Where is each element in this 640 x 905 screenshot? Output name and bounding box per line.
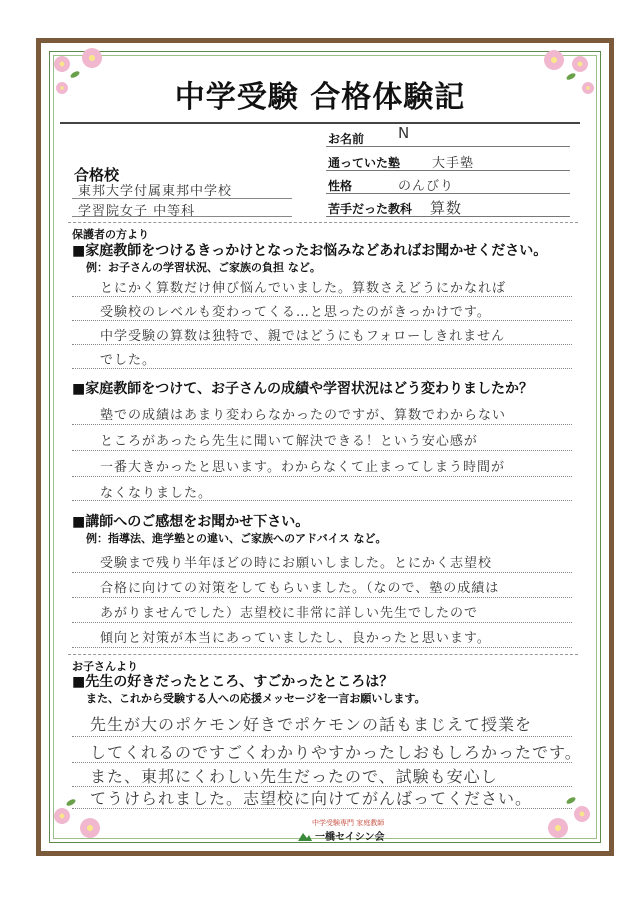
answer-line: 受験校のレベルも変わってくる…と思ったのがきっかけです。: [100, 305, 491, 320]
field-line: [326, 170, 570, 171]
field-line: [326, 193, 570, 194]
ruled-line: [72, 320, 572, 321]
answer-line: 受験まで残り半年ほどの時にお願いしました。とにかく志望校: [100, 556, 493, 571]
flower-icon: [80, 818, 100, 838]
flower-icon: [544, 50, 564, 70]
school-label: 合格校: [74, 166, 120, 184]
ruled-line: [72, 572, 572, 573]
child-intro: お子さんより: [72, 660, 138, 673]
ruled-line: [72, 500, 572, 501]
school-line: [72, 216, 292, 217]
field-line: [326, 216, 570, 217]
question-example: 例：お子さんの学習状況、ご家族の負担 など。: [86, 261, 321, 274]
flower-icon: [574, 806, 590, 822]
answer-line: なくなりました。: [100, 486, 213, 501]
question-heading: ■家庭教師をつけて、お子さんの成績や学習状況はどう変わりましたか？: [72, 381, 533, 397]
answer-line: とにかく算数だけ伸び悩んでいました。算数さえどうにかなれば: [100, 281, 507, 296]
school-name: 学習院女子 中等科: [78, 204, 196, 219]
footer-brand: 一橋セイシン会: [315, 832, 385, 843]
answer-line: 合格に向けての対策をしてもらいました。（なので、塾の成績は: [100, 581, 500, 596]
question-heading: ■家庭教師をつけるきっかけとなったお悩みなどあればお聞かせください。: [72, 243, 548, 259]
answer-line: してくれるのですごくわかりやすかったしおもしろかったです。: [90, 743, 582, 762]
flower-icon: [54, 56, 70, 72]
ruled-line: [72, 647, 572, 648]
field-label-juku: 通っていた塾: [328, 156, 401, 170]
question-example: 例：指導法、進学塾との違い、ご家族へのアドバイス など。: [86, 532, 387, 545]
ruled-line: [72, 622, 572, 623]
ruled-line: [72, 344, 572, 345]
answer-line: また、東邦にくわしい先生だったので、試験も安心し: [90, 767, 498, 786]
answer-line: 中学受験の算数は独特で、親ではどうにもフォローしきれません: [100, 329, 506, 344]
answer-line: でした。: [100, 353, 157, 368]
question-heading: ■先生の好きだったところ、すごかったところは？: [72, 674, 394, 690]
flower-icon: [54, 808, 70, 824]
field-value-weak-subject: 算数: [430, 199, 463, 217]
ruled-line: [72, 296, 572, 297]
answer-line: 塾での成績はあまり変わらなかったのですが、算数でわからない: [100, 408, 507, 423]
ruled-line: [72, 762, 572, 763]
mountain-icon: [298, 831, 312, 841]
field-value-juku: 大手塾: [432, 156, 475, 171]
ruled-line: [72, 808, 572, 809]
answer-line: 先生が大のポケモン好きでポケモンの話もまじえて授業を: [90, 715, 533, 734]
field-label-name: お名前: [328, 132, 365, 146]
footer-logo: [298, 818, 384, 843]
answer-line: 傾向と対策が本当にあっていましたし、良かったと思います。: [100, 631, 491, 646]
ruled-line: [72, 424, 572, 425]
section-divider: [68, 654, 578, 655]
page-title: 中学受験 合格体験記: [174, 80, 466, 115]
answer-line: ところがあったら先生に聞いて解決できる！という安心感が: [100, 434, 478, 449]
title-underline: [60, 122, 580, 124]
ruled-line: [72, 476, 572, 477]
answer-line: てうけられました。志望校に向けてがんばってください。: [90, 789, 533, 808]
field-label-weak-subject: 苦手だった教科: [328, 202, 413, 216]
footer-tagline: 中学受験専門 家庭教師: [312, 819, 385, 827]
answer-line: 一番大きかったと思います。わからなくて止まってしまう時間が: [100, 460, 505, 475]
field-value-name: N: [398, 124, 411, 142]
flower-icon: [572, 56, 588, 72]
question-heading: ■講師へのご感想をお聞かせ下さい。: [72, 514, 310, 530]
ruled-line: [72, 736, 572, 737]
guardian-intro: 保護者の方より: [72, 228, 149, 241]
field-line: [326, 146, 570, 147]
field-label-personality: 性格: [328, 179, 353, 193]
question-subtext: また、これから受験する人への応援メッセージを一言お願いします。: [86, 692, 426, 705]
section-divider: [68, 222, 578, 223]
ruled-line: [72, 597, 572, 598]
flower-icon: [82, 48, 102, 68]
answer-line: あがりませんでした）志望校に非常に詳しい先生でしたので: [100, 606, 479, 621]
school-line: [72, 198, 292, 199]
field-value-personality: のんびり: [398, 179, 455, 194]
ruled-line: [72, 368, 572, 369]
ruled-line: [72, 450, 572, 451]
school-name: 東邦大学付属東邦中学校: [78, 184, 233, 199]
flower-icon: [548, 818, 568, 838]
